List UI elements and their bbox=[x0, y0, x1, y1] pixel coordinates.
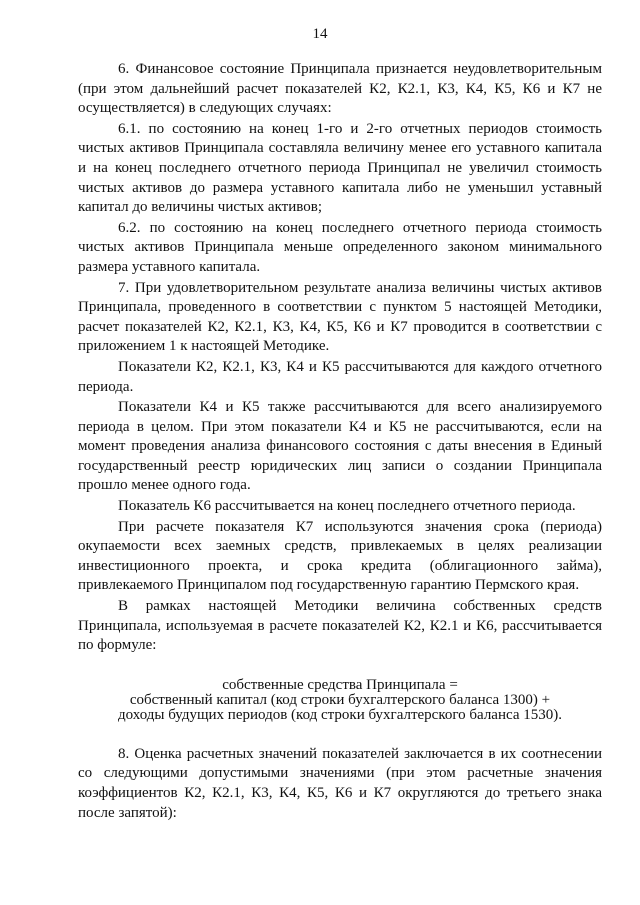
formula-line-3: доходы будущих периодов (код строки бухгалтерского баланса 1530). bbox=[118, 706, 562, 723]
document-body bbox=[78, 60, 602, 823]
paragraph-6-2: 6.2. по состоянию на конец последнего отчетного периода стоимость чистых активов Принципала меньше определенного законом минимального размера уставного капитала. bbox=[78, 219, 602, 275]
paragraph-own-funds: В рамках настоящей Методики величина собственных средств Принципала, используемая в расчете показателей К2, К2.1 и К6, рассчитывается по формуле: bbox=[78, 598, 602, 654]
formula-line-1: собственные средства Принципала = bbox=[222, 676, 458, 693]
formula-line-2: собственный капитал (код строки бухгалтерского баланса 1300) + bbox=[129, 691, 551, 708]
paragraph-6-1: 6.1. по состоянию на конец 1-го и 2-го отчетных периодов стоимость чистых активов Принципала составляла величину менее его уставного капитала и на конец последнего отчетного периода Принципал не увеличил стоимость чистых активов до размера уставного капитала либо не уменьшил уставный капитал до величины чистых активов; bbox=[78, 120, 602, 216]
own-funds-formula bbox=[78, 678, 602, 723]
page-number: 14 bbox=[312, 26, 328, 42]
paragraph-k4-k5: Показатели К4 и К5 также рассчитываются для всего анализируемого периода в целом. При этом показатели К4 и К5 не рассчитываются, если на момент проведения анализа финансового состояния с даты внесения в Единый государственный реестр юридических лиц записи о создании Принципала прошло менее одного года. bbox=[78, 399, 602, 494]
paragraph-8: 8. Оценка расчетных значений показателей заключается в их соотнесении со следующими допустимыми значениями (при этом расчетные значения коэффициентов К2, К2.1, К3, К4, К5, К6 и К7 округляются до третьего знака после запятой): bbox=[78, 745, 602, 821]
paragraph-7: 7. При удовлетворительном результате анализа величины чистых активов Принципала, проведенного в соответствии с пунктом 5 настоящей Методики, расчет показателей К2, К2.1, К3, К4, К5, К6 и К7 проводится в соответствии с приложением 1 к настоящей Методике. bbox=[78, 279, 602, 355]
paragraph-k7: При расчете показателя К7 используются значения срока (периода) окупаемости всех заемных средств, привлекаемых в целях реализации инвестиционного проекта, и срока кредита (облигационного займа), привлекаемого Принципалом под государственную гарантию Пермского края. bbox=[78, 518, 602, 594]
paragraph-k6: Показатель К6 рассчитывается на конец последнего отчетного периода. bbox=[118, 498, 576, 515]
paragraph-indicators-each-period: Показатели К2, К2.1, К3, К4 и К5 рассчитываются для каждого отчетного периода. bbox=[78, 358, 602, 395]
paragraph-6: 6. Финансовое состояние Принципала признается неудовлетворительным (при этом дальнейший расчет показателей К2, К2.1, К3, К4, К5, К6 и К7 не осуществляется) в следующих случаях: bbox=[78, 61, 602, 117]
